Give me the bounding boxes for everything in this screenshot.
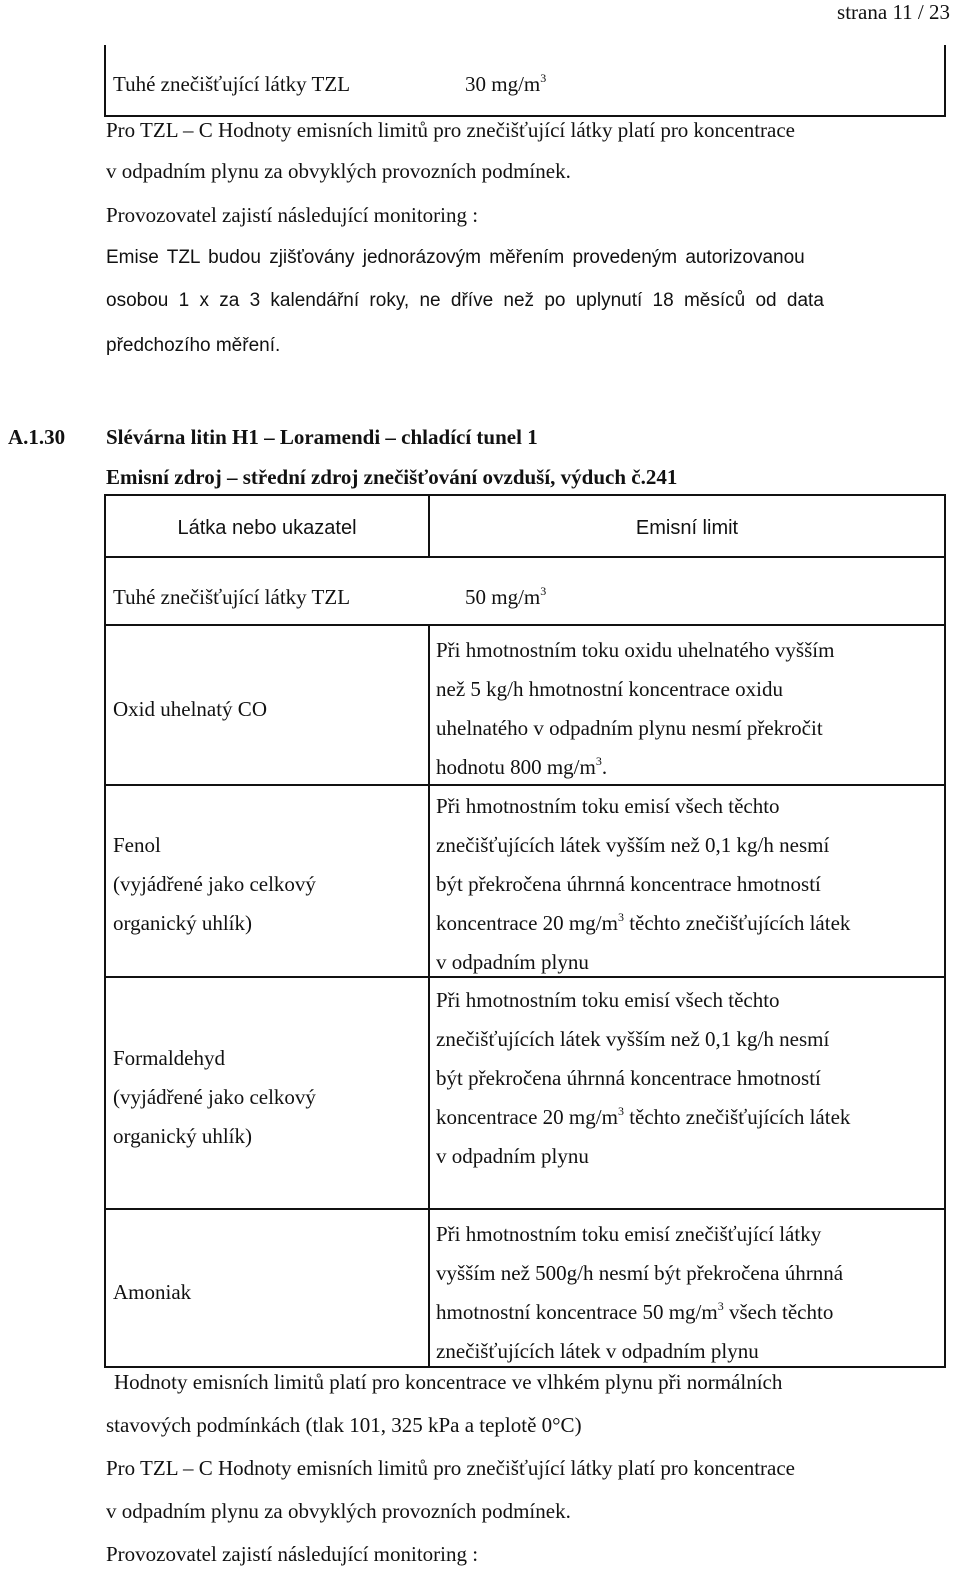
bottom-note-5: Provozovatel zajistí následující monitoring : — [106, 1542, 479, 1566]
table-border-right — [944, 45, 946, 117]
row-amoniak-limit-1: Při hmotnostním toku emisí znečišťující látky — [436, 1222, 822, 1246]
row-amoniak-limit-4: znečišťujících látek v odpadním plynu — [436, 1339, 759, 1363]
header-limit: Emisní limit — [635, 517, 739, 539]
table-row-line — [104, 556, 946, 558]
header-substance: Látka nebo ukazatel — [177, 517, 357, 539]
row-formaldehyd-substance-3: organický uhlík) — [113, 1124, 253, 1148]
table-row-line — [104, 1208, 946, 1210]
table-row-line — [104, 976, 946, 978]
table-row-line — [104, 784, 946, 786]
row-fenol-substance-3: organický uhlík) — [113, 911, 253, 935]
row-formaldehyd-limit-2: znečišťujících látek vyšším než 0,1 kg/h nesmí — [436, 1027, 830, 1051]
row-co-limit-1: Při hmotnostním toku oxidu uhelnatého vyšším — [436, 638, 835, 662]
table-border-bottom — [104, 115, 946, 117]
row-formaldehyd-limit-3: být překročena úhrnná koncentrace hmotností — [436, 1066, 821, 1090]
top-substance: Tuhé znečišťující látky TZL — [113, 72, 351, 96]
table-border-bottom — [104, 1366, 946, 1368]
table-row-line — [104, 624, 946, 626]
top-note-2: v odpadním plynu za obvyklých provozních podmínek. — [106, 159, 571, 183]
page-number: strana 11 / 23 — [837, 0, 950, 24]
row-fenol-substance-2: (vyjádřené jako celkový — [113, 872, 316, 896]
top-note-5: osobou 1 x za 3 kalendářní roky, ne dříve než po uplynutí 18 měsíců od data — [106, 290, 824, 311]
row-amoniak-substance: Amoniak — [113, 1280, 192, 1304]
top-note-1: Pro TZL – C Hodnoty emisních limitů pro znečišťující látky platí pro koncentrace — [106, 118, 795, 142]
row-fenol-limit-5: v odpadním plynu — [436, 950, 589, 974]
bottom-note-3: Pro TZL – C Hodnoty emisních limitů pro znečišťující látky platí pro koncentrace — [106, 1456, 795, 1480]
row-co-limit-4: hodnotu 800 $mg/m^3$. — [436, 754, 608, 779]
row-formaldehyd-substance-2: (vyjádřené jako celkový — [113, 1085, 316, 1109]
row-formaldehyd-limit-4: koncentrace 20 $mg/m^3$ těchto znečišťujících látek — [436, 1104, 851, 1129]
table-border-top — [104, 494, 946, 496]
row-co-limit-2: než 5 kg/h hmotnostní koncentrace oxidu — [436, 677, 784, 701]
bottom-note-2: stavových podmínkách (tlak 101, 325 kPa a teplotě 0°C) — [106, 1413, 582, 1437]
row-fenol-limit-4: koncentrace 20 $mg/m^3$ těchto znečišťujících látek — [436, 910, 851, 935]
section-source: Emisní zdroj – střední zdroj znečišťování ovzduší, výduch č.241 — [106, 465, 678, 489]
row-fenol-substance-1: Fenol — [113, 833, 161, 857]
table-border-left — [104, 45, 106, 117]
top-note-3: Provozovatel zajistí následující monitoring : — [106, 203, 479, 227]
section-title: Slévárna litin H1 – Loramendi – chladící tunel 1 — [106, 425, 538, 449]
row-co-limit-3: uhelnatého v odpadním plynu nesmí překročit — [436, 716, 823, 740]
row-amoniak-limit-2: vyšším než 500g/h nesmí být překročena úhrnná — [436, 1261, 844, 1285]
row-fenol-limit-2: znečišťujících látek vyšším než 0,1 kg/h nesmí — [436, 833, 830, 857]
top-note-4: Emise TZL budou zjišťovány jednorázovým měřením provedeným autorizovanou — [106, 247, 805, 268]
row-tzl-substance: Tuhé znečišťující látky TZL — [113, 585, 351, 609]
row-fenol-limit-3: být překročena úhrnná koncentrace hmotností — [436, 872, 821, 896]
bottom-note-1: Hodnoty emisních limitů platí pro koncentrace ve vlhkém plynu při normálních — [114, 1370, 783, 1394]
top-limit: 30 $mg/m^3$ — [465, 71, 547, 96]
row-co-substance: Oxid uhelnatý CO — [113, 697, 267, 721]
row-formaldehyd-substance-1: Formaldehyd — [113, 1046, 225, 1070]
section-number: A.1.30 — [8, 425, 66, 449]
top-note-6: předchozího měření. — [106, 335, 281, 356]
row-amoniak-limit-3: hmotnostní koncentrace 50 $mg/m^3$ všech těchto — [436, 1299, 834, 1324]
table-divider-body — [428, 624, 430, 1368]
row-formaldehyd-limit-1: Při hmotnostním toku emisí všech těchto — [436, 988, 780, 1012]
bottom-note-4: v odpadním plynu za obvyklých provozních podmínek. — [106, 1499, 571, 1523]
row-tzl-limit: 50 $mg/m^3$ — [465, 584, 547, 609]
row-fenol-limit-1: Při hmotnostním toku emisí všech těchto — [436, 794, 780, 818]
row-formaldehyd-limit-5: v odpadním plynu — [436, 1144, 589, 1168]
